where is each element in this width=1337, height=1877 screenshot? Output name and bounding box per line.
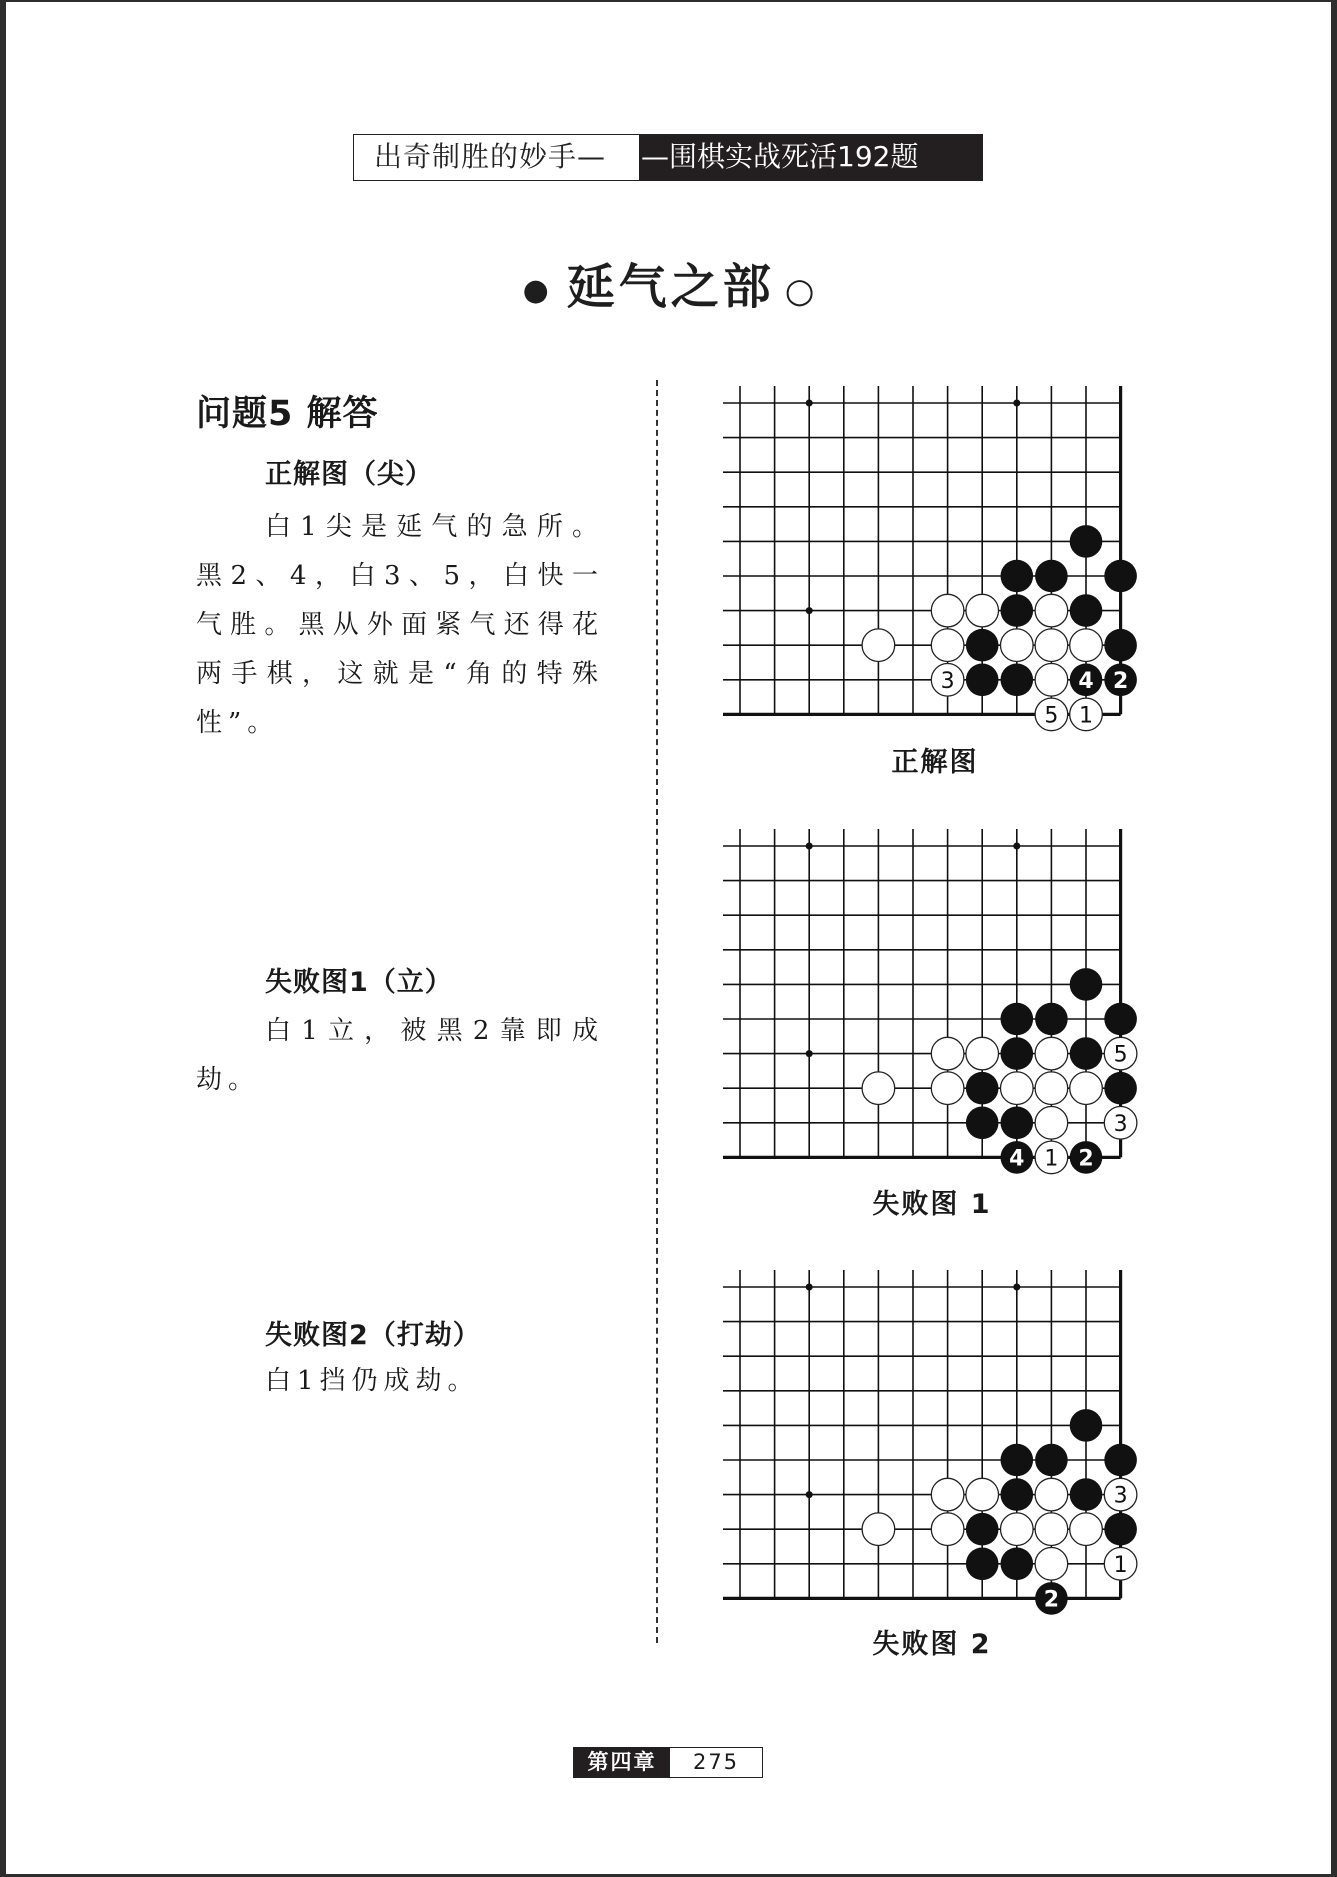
white-stone-icon — [931, 594, 964, 627]
black-stone-icon — [1001, 1548, 1034, 1581]
black-stone-icon — [1035, 1582, 1068, 1615]
go-board-correct-solution — [715, 378, 1143, 742]
white-stone-icon — [1104, 1478, 1137, 1511]
star-point — [1013, 843, 1020, 850]
white-stone-icon — [931, 629, 964, 662]
white-stone-icon — [1104, 1037, 1137, 1070]
white-stone-icon — [1035, 1513, 1068, 1546]
correct-solution-heading: 正解图（尖） — [265, 459, 433, 490]
white-stone-icon — [1035, 1107, 1068, 1140]
black-stone-icon — [1070, 1409, 1103, 1442]
black-stone-icon — [1070, 664, 1103, 697]
black-stone-icon — [1001, 1478, 1034, 1511]
white-stone-icon — [931, 1478, 964, 1511]
diagram-caption-failure1: 失败图 1 — [872, 1189, 992, 1220]
black-stone-icon — [1104, 560, 1137, 593]
white-stone-icon — [966, 1037, 999, 1070]
go-board-grid — [715, 821, 1143, 1181]
diagram-caption-failure2: 失败图 2 — [872, 1629, 992, 1660]
star-point — [1013, 1284, 1020, 1291]
star-point — [1013, 400, 1020, 407]
svg-text:4: 4 — [1009, 1146, 1025, 1172]
white-stone-icon — [966, 1478, 999, 1511]
star-point — [806, 400, 813, 407]
black-stone-icon — [1035, 560, 1068, 593]
svg-text:3: 3 — [1113, 1483, 1128, 1509]
column-divider — [656, 380, 658, 1643]
white-stone-icon — [1001, 1072, 1034, 1105]
white-stone-icon — [931, 1072, 964, 1105]
white-stone-icon — [1035, 1072, 1068, 1105]
white-stone-icon — [1070, 1513, 1103, 1546]
white-stone-icon — [1035, 1037, 1068, 1070]
star-point — [806, 1050, 813, 1057]
white-stone-icon — [1035, 594, 1068, 627]
black-stone-icon — [1104, 1003, 1137, 1036]
white-stone-icon — [1035, 664, 1068, 697]
white-stone-icon — [1035, 629, 1068, 662]
failure1-heading: 失败图1（立） — [265, 967, 453, 998]
failure1-text: 白1立，被黑2靠即成劫。 — [196, 1016, 604, 1095]
black-stone-icon — [966, 1072, 999, 1105]
black-stone-icon — [1070, 1141, 1103, 1174]
black-stone-icon — [1070, 594, 1103, 627]
star-point — [806, 1284, 813, 1291]
star-point — [806, 1491, 813, 1498]
go-board-failure-1 — [715, 821, 1143, 1185]
star-point — [806, 607, 813, 614]
book-title-part2: —围棋实战死活192题 — [639, 135, 982, 180]
go-board-failure-2 — [715, 1262, 1143, 1626]
white-stone-icon — [1104, 1548, 1137, 1581]
black-stone-icon — [1104, 1513, 1137, 1546]
black-stone-icon — [1104, 1444, 1137, 1477]
black-stone-icon — [966, 1548, 999, 1581]
black-stone-icon — [1104, 1072, 1137, 1105]
star-point — [806, 843, 813, 850]
black-stone-icon — [1001, 1037, 1034, 1070]
svg-text:2: 2 — [1043, 1587, 1060, 1613]
white-stone-icon — [862, 1513, 895, 1546]
white-stone-icon — [931, 1037, 964, 1070]
black-stone-icon — [1001, 594, 1034, 627]
white-stone-icon — [1035, 1548, 1068, 1581]
page-number: 275 — [692, 1750, 740, 1774]
book-title-part1: 出奇制胜的妙手— — [354, 135, 639, 180]
white-stone-icon — [1104, 1107, 1137, 1140]
black-stone-icon — [1070, 1478, 1103, 1511]
white-stone-icon — [931, 664, 964, 697]
svg-text:3: 3 — [1113, 1111, 1128, 1137]
black-stone-icon — [1001, 1444, 1034, 1477]
svg-text:5: 5 — [1113, 1042, 1128, 1068]
black-stone-icon — [1035, 1444, 1068, 1477]
chapter-label: 第四章 — [574, 1748, 670, 1777]
black-stone-icon — [1070, 968, 1103, 1001]
problem-heading: 问题5 解答 — [196, 394, 379, 434]
white-stone-icon — [1035, 1478, 1068, 1511]
white-stone-icon — [1035, 698, 1068, 731]
black-stone-icon — [1104, 629, 1137, 662]
black-stone-icon: ● — [522, 273, 553, 308]
black-stone-icon — [1001, 1003, 1034, 1036]
page-footer — [573, 1747, 763, 1778]
svg-text:1: 1 — [1113, 1552, 1128, 1578]
svg-text:1: 1 — [1079, 703, 1093, 729]
black-stone-icon — [1001, 1107, 1034, 1140]
black-stone-icon — [966, 629, 999, 662]
white-stone-icon — [1001, 629, 1034, 662]
svg-text:5: 5 — [1044, 703, 1059, 729]
failure2-heading: 失败图2（打劫） — [265, 1320, 481, 1351]
svg-text:2: 2 — [1078, 1146, 1094, 1172]
black-stone-icon — [1001, 664, 1034, 697]
black-stone-icon — [966, 1513, 999, 1546]
black-stone-icon — [1001, 560, 1034, 593]
book-title-banner — [353, 134, 983, 181]
white-stone-icon: ○ — [784, 270, 819, 311]
black-stone-icon — [1070, 525, 1103, 558]
svg-text:1: 1 — [1044, 1146, 1059, 1172]
go-board-grid — [715, 378, 1143, 738]
black-stone-icon — [1104, 664, 1137, 697]
section-title — [0, 248, 1337, 317]
black-stone-icon — [966, 1107, 999, 1140]
white-stone-icon — [1070, 698, 1103, 731]
black-stone-icon — [1001, 1141, 1034, 1174]
black-stone-icon — [1035, 1003, 1068, 1036]
failure2-text: 白1挡仍成劫。 — [265, 1366, 480, 1396]
diagram-caption-correct: 正解图 — [891, 747, 979, 778]
section-title-text: 延气之部 — [566, 259, 775, 315]
white-stone-icon — [862, 1072, 895, 1105]
svg-text:3: 3 — [940, 668, 955, 694]
white-stone-icon — [966, 594, 999, 627]
svg-text:4: 4 — [1078, 668, 1094, 694]
white-stone-icon — [862, 629, 895, 662]
white-stone-icon — [931, 1513, 964, 1546]
white-stone-icon — [1001, 1513, 1034, 1546]
white-stone-icon — [1070, 1072, 1103, 1105]
svg-text:2: 2 — [1112, 668, 1129, 694]
go-board-grid — [715, 1262, 1143, 1622]
correct-solution-text: 白1尖是延气的急所。黑2、4，白3、5，白快一气胜。黑从外面紧气还得花两手棋，这就是“角的特殊性”。 — [196, 512, 604, 738]
white-stone-icon — [1070, 629, 1103, 662]
black-stone-icon — [1070, 1037, 1103, 1070]
black-stone-icon — [966, 664, 999, 697]
white-stone-icon — [1035, 1141, 1068, 1174]
